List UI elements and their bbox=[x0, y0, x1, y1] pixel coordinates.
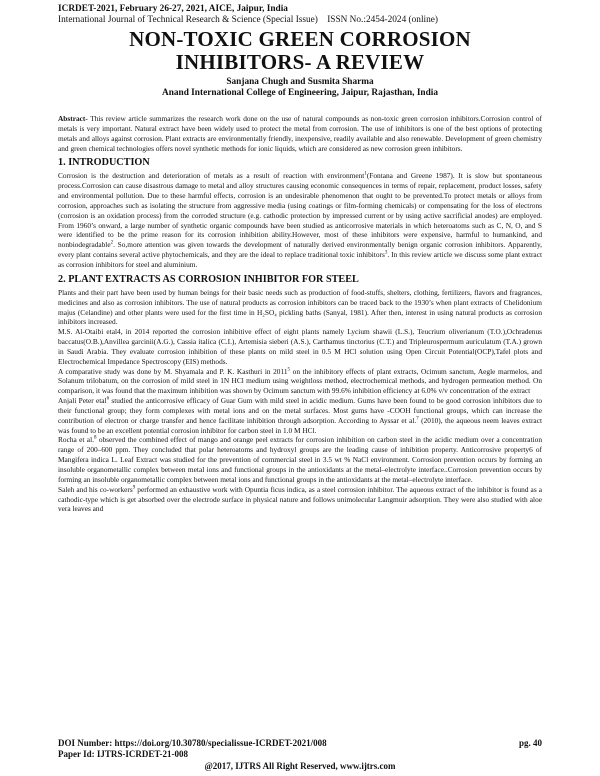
section-heading-introduction: 1. INTRODUCTION bbox=[58, 157, 150, 169]
paper-id: Paper Id: IJTRS-ICRDET-21-008 bbox=[58, 748, 189, 759]
abstract bbox=[58, 114, 542, 153]
paper-body bbox=[58, 114, 542, 514]
journal-header bbox=[58, 4, 542, 26]
citation-ref: 1 bbox=[364, 171, 367, 177]
paper-title bbox=[58, 28, 542, 74]
doi-link[interactable]: DOI Number: https://doi.org/10.30780/specialissue-ICRDET-2021/008 bbox=[58, 738, 327, 748]
section2-paragraph-5: Rocha et al.$^8$ observed the combined effect of mango and orange peel extracts for corrosion inhibition on carbon steel in the acidic medium over a concentration range of 200–600 ppm. They concluded that polar heteroatoms and hydroxyl groups are the leading cause of inhibition property. Anticorrosive property6 of Mangifera indica L. Leaf Extract was studied for the prevention of commercial steel in 3.5 wt % NaCl environment. Corrosion prevention occurs by forming an insoluble organometallic complex between metal ions and functional groups in the antioxidants at the metal–electrolyte interface..Corrosion prevention occurs by forming an insoluble organometallic complex between metal ions and functional groups in the antioxidants at the metal–electrolyte interface. bbox=[58, 435, 542, 484]
title-line-1: NON-TOXIC GREEN CORROSION bbox=[129, 27, 471, 51]
page-footer bbox=[58, 738, 542, 772]
abstract-text: This review article summarizes the research work done on the use of natural compounds as non-toxic green corrosion inhibitors.Corrosion control of metals is very important. Natural extract have been widely used to protect the metal from corrosion. The use of inhibitors is one of the best options of protecting metals and alloys against corrosion. Plant extracts are environmentally friendly, inexpensive, readily available and also renewable. Development of green chemistry and green chemical technologies offers novel synthetic methods for ionic liquids, which are considered as new corrosion green inhibitors. bbox=[58, 114, 542, 153]
citation-ref: 3 bbox=[384, 250, 388, 256]
author-names: Sanjana Chugh and Susmita Sharma bbox=[226, 77, 374, 87]
page-number: pg. 40 bbox=[518, 738, 542, 748]
section-heading-plant-extracts: 2. PLANT EXTRACTS AS CORROSION INHIBITOR FOR STEEL bbox=[58, 273, 359, 285]
author-block bbox=[58, 77, 542, 99]
abstract-label: Abstract- bbox=[58, 114, 88, 123]
conference-line: ICRDET-2021, February 26-27, 2021, AICE, Jaipur, India bbox=[58, 4, 288, 14]
section2-paragraph-4: Anjali Peter etal$^6$ studied the anticorrosive efficacy of Guar Gum with mild steel in acidic medium. Gums have been found to be good corrosion inhibitors due to their functional group; they form complexes with metal ions and on the metal surfaces. Most gums have -COOH functional groups, which can increase the contribution of electron or charge transfer and hence facilitate inhibition through adsorption. According to Ayssar et al.$^7$ (2010), the aqueous neem leaves extract was found to be an excellent potential corrosion inhibitor for carbon steel in 1.0 M HCl. bbox=[58, 396, 542, 435]
citation-ref: 7 bbox=[416, 416, 419, 422]
author-affiliation: Anand International College of Engineering, Jaipur, Rajasthan, India bbox=[161, 88, 439, 98]
citation-ref: 9 bbox=[132, 485, 136, 491]
citation-ref: 2 bbox=[110, 240, 114, 246]
intro-paragraph: Corrosion is the destruction and deterioration of metals as a result of reaction with environment$^1$(Fontana and Greene 1987). It is slow but spontaneous process.Corrosion can cause disastrous damage to metal and alloy structures causing economic consequences in terms of repair, replacement, product losses, safety and environmental pollution. Due to these harmful effects, corrosion is an undesirable phenomenon that ought to be prevented.To protect metals or alloys from corrosion, approaches such as isolating the structure from aggressive media (using coatings or film-forming chemicals) or compensating for the loss of electrons (corrosion is an oxidation process) from the corroded structure (e.g. cathodic protection by impressed current or by using active sacrificial anodes) are employed. From 1960’s onward, a large number of synthetic organic compounds have been studied as anticorrosive materials in which heteroatoms such as C, N, O, and S were identified to be the prime reason for its corrosion inhibition ability.However, most of these inhibitors were expensive, harmful to humankind, and nonbiodegradable$^2$. So,more attention was given towards the development of naturally derived environmentally benign organic corrosion inhibitors. Apparently, every plant contains several active phytochemicals, and they are the ideal to replace traditional toxic inhibitors$^3$. In this review article we discuss some plant extract as corrosion inhibitors for steel and aluminium. bbox=[58, 171, 543, 269]
section2-paragraph-1: Plants and their part have been used by human beings for their basic needs such as production of food-stuffs, shelters, clothing, fertilizers, flavors and fragrances, medicines and also as corrosion inhibitors. The use of natural products as corrosion inhibitors can be traced back to the 1930’s when plant extracts of Chelidonium majus (Celandine) and other plants were used for the first time in H₂SO₄ pickling baths (Sanyal, 1981). After then, interest in using natural products as corrosion inhibitors increased. bbox=[58, 287, 542, 327]
section2-paragraph-3: A comparative study was done by M. Shyamala and P. K. Kasthuri in 2011$^5$ on the inhibitory effects of plant extracts, Ocimum sanctum, Aegle marmelos, and Solanum trilobatum, on the corrosion of mild steel in 1N HCl medium using weightloss method, electrochemical methods, and hydrogen permeation method. On comparison, it was found that the maximum inhibition was shown by Ocimum sanctum with 99.6% inhibition efficiency at 6.0% v/v concentration of the extract bbox=[58, 366, 542, 396]
citation-ref: 8 bbox=[93, 436, 97, 442]
citation-ref: 6 bbox=[106, 396, 110, 402]
section2-paragraph-6: Saleh and his co-workers$^9$ performed an exhaustive work with Opuntia ficus indica, as a steel corrosion inhibitor. The aqueous extract of the inhibitor is found as a cathodic-type which is get absorbed over the electrode surface in physical nature and follows unimolecular Langmuir adsorption. They were also studied with aloe vera leaves and bbox=[58, 484, 543, 514]
citation-ref: 5 bbox=[287, 367, 291, 373]
journal-line: International Journal of Technical Research & Science (Special Issue) ISSN No.:2454-2024 (online) bbox=[58, 15, 438, 25]
title-line-2: INHIBITORS- A REVIEW bbox=[175, 50, 425, 74]
copyright: @2017, IJTRS All Right Reserved, www.ijtrs.com bbox=[204, 761, 396, 771]
section2-paragraph-2: M.S. Al-Otaibi etal4, in 2014 reported the corrosion inhibitive effect of eight plants namely Lycium shawii (L.S.), Teucrium oliverianum (T.O.),Ochradenus baccatus(O.B.),Anvillea garcinii(A.G.), Cassia italica (C.I.), Artemisia sieberi (A.S.), Carthamus tinctorius (C.T.) and Tripleurospermum auriculatum (T.A.) grown in Saudi Arabia. They evaluate corrosion inhibition of these plants on mild steel in 0.5 M HCl solution using Open Circuit Potential(OCP),Tafel plots and Electrochemical Impedance Spectroscopy (EIS) methods. bbox=[58, 327, 542, 366]
